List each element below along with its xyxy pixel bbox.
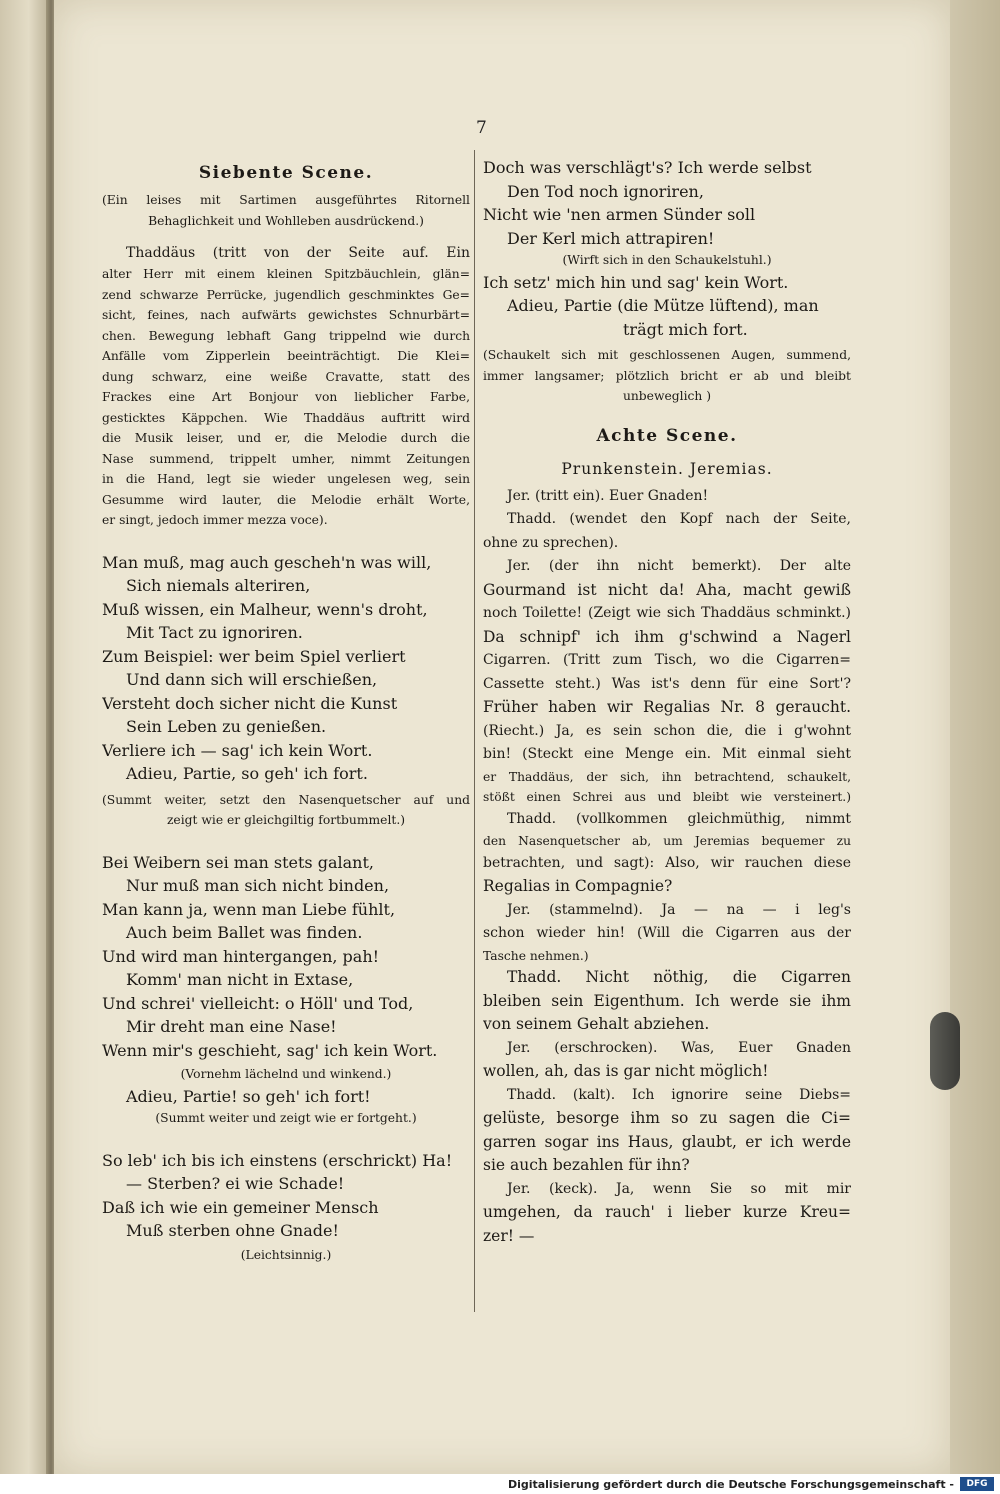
dialogue-line: Thadd. (wendet den Kopf nach der Seite, [507, 511, 851, 527]
verse-line: Der Kerl mich attrapiren! [507, 228, 715, 248]
page-edge-right [950, 0, 1000, 1474]
dialogue-line: wollen, ah, das is gar nicht möglich! [483, 1062, 769, 1080]
scene-persons: Prunkenstein. Jeremias. [561, 459, 773, 478]
verse-line: Den Tod noch ignoriren, [507, 181, 704, 201]
verse-line: trägt mich fort. [623, 319, 748, 339]
verse-line: Und wird man hintergangen, pah! [102, 946, 380, 966]
stage-direction-line: immer langsamer; plötzlich bricht er ab und bleibt [483, 368, 851, 383]
verse-line: Daß ich wie ein gemeiner Mensch [102, 1197, 379, 1217]
previous-page-edge [0, 0, 52, 1494]
dialogue-line: Jer. (stammelnd). Ja — na — i leg's [507, 901, 851, 918]
stage-direction-line: (Leichtsinnig.) [240, 1247, 332, 1262]
stage-direction-line: (Vornehm lächelnd und winkend.) [180, 1067, 392, 1081]
dialogue-line: noch Toilette! (Zeigt wie sich Thaddäus schminkt.) [483, 605, 851, 621]
dialogue-line: Cigarren. (Tritt zum Tisch, wo die Cigarren= [483, 652, 851, 668]
intro-line: in die Hand, legt sie wieder ungelesen weg, sein [102, 472, 470, 486]
dialogue-line: Thadd. (vollkommen gleichmüthig, nimmt [507, 810, 851, 827]
dialogue-line: den Nasenquetscher ab, um Jeremias bequemer zu [483, 834, 851, 848]
dialogue-line: sie auch bezahlen für ihn? [483, 1156, 690, 1174]
verse-line: Versteht doch sicher nicht die Kunst [102, 693, 398, 713]
intro-line: dung schwarz, eine weiße Cravatte, statt des [102, 369, 470, 384]
verse-line: Und dann sich will erschießen, [126, 670, 378, 689]
intro-line: er singt, jedoch immer mezza voce). [102, 513, 328, 527]
verse-line: Adieu, Partie (die Mütze lüftend), man [507, 296, 819, 315]
dialogue-line: garren sogar ins Haus, glaubt, er ich werde [483, 1132, 851, 1151]
verse-line: Man muß, mag auch gescheh'n was will, [102, 552, 432, 572]
right-column [483, 156, 851, 1248]
stage-direction-line: (Wirft sich in den Schaukelstuhl.) [562, 253, 772, 267]
intro-line: die Musik leiser, und er, die Melodie durch die [102, 431, 470, 445]
intro-line: sicht, feines, nach aufwärts gewichstes Schnurbärt= [102, 308, 470, 322]
intro-line: Frackes eine Art Bonjour von lieblicher Farbe, [102, 390, 470, 404]
dialogue-line: schon wieder hin! (Will die Cigarren aus der [483, 925, 851, 941]
verse-line: Komm' man nicht in Extase, [126, 970, 354, 989]
stage-direction-line: Behaglichkeit und Wohlleben ausdrückend.) [148, 213, 424, 228]
intro-line: Nase summend, trippelt umher, nimmt Zeitungen [102, 451, 470, 466]
verse-line: Sich niemals alteriren, [126, 576, 311, 595]
dialogue-line: Jer. (keck). Ja, wenn Sie so mit mir [507, 1180, 851, 1197]
stage-direction-line: (Ein leises mit Sartimen ausgeführtes Ritornell [102, 193, 470, 207]
verse-line: Wenn mir's geschieht, sag' ich kein Wort. [102, 1040, 438, 1060]
dialogue-line: Thadd. (kalt). Ich ignorire seine Diebs= [507, 1086, 851, 1103]
dialogue-line: Tasche nehmen.) [483, 948, 589, 963]
dialogue-line: von seinem Gehalt abziehen. [483, 1015, 710, 1033]
left-column [102, 156, 470, 1265]
dfg-logo[interactable]: DFG [960, 1477, 994, 1491]
dialogue-line: Da schnipf' ich ihm g'schwind a Nagerl [483, 627, 851, 646]
column-divider [474, 150, 475, 1312]
verse-line: Nicht wie 'nen armen Sünder soll [483, 205, 756, 224]
dialogue-line: betrachten, und sagt): Also, wir rauchen diese [483, 854, 851, 871]
verse-line: — Sterben? ei wie Schade! [126, 1174, 345, 1193]
stage-direction-line: (Schaukelt sich mit geschlossenen Augen, summend, [483, 348, 851, 362]
bookmark-tab [930, 1012, 960, 1090]
dialogue-line: umgehen, da rauch' i lieber kurze Kreu= [483, 1203, 851, 1221]
verse-line: Verliere ich — sag' ich kein Wort. [102, 740, 373, 760]
verse-line: Bei Weibern sei man stets galant, [102, 852, 374, 872]
dialogue-line: Jer. (der ihn nicht bemerkt). Der alte [507, 558, 851, 574]
dialogue-line: (Riecht.) Ja, es sein schon die, die i g'wohnt [483, 722, 851, 739]
verse-line: Nur muß man sich nicht binden, [126, 876, 390, 895]
stage-direction-line: zeigt wie er gleichgiltig fortbummelt.) [166, 813, 406, 827]
intro-line: alter Herr mit einem kleinen Spitzbäuchlein, glän= [102, 267, 470, 281]
verse-line: Mit Tact zu ignoriren. [126, 623, 303, 642]
dialogue-line: ohne zu sprechen). [483, 534, 619, 551]
verse-line: Muß wissen, ein Malheur, wenn's droht, [102, 599, 428, 619]
verse-line: Muß sterben ohne Gnade! [126, 1221, 339, 1240]
verse-line: So leb' ich bis ich einstens (erschrickt) Ha! [102, 1150, 453, 1170]
dialogue-line: Jer. (erschrocken). Was, Euer Gnaden [507, 1039, 851, 1056]
page-number: 7 [476, 118, 487, 138]
scene-heading: Siebente Scene. [198, 163, 374, 183]
verse-line: Adieu, Partie! so geh' ich fort! [126, 1086, 371, 1106]
verse-line: Adieu, Partie, so geh' ich fort. [126, 764, 368, 783]
verse-line: Sein Leben zu genießen. [126, 717, 327, 736]
stage-direction-line: unbeweglich ) [622, 389, 712, 403]
verse-line: Zum Beispiel: wer beim Spiel verliert [102, 646, 406, 666]
verse-line: Und schrei' vielleicht: o Höll' und Tod, [102, 993, 414, 1013]
verse-line: Doch was verschlägt's? Ich werde selbst [483, 158, 812, 177]
intro-line: Anfälle vom Zipperlein beeinträchtigt. Die Klei= [102, 349, 470, 363]
dialogue-line: bin! (Steckt eine Menge ein. Mit einmal sieht [483, 746, 851, 762]
verse-line: Auch beim Ballet was finden. [126, 923, 363, 942]
intro-line: gesticktes Käppchen. Wie Thaddäus auftritt wird [102, 410, 470, 425]
dialogue-line: er Thaddäus, der sich, ihn betrachtend, schaukelt, [483, 769, 851, 784]
stage-direction-line: (Summt weiter, setzt den Nasenquetscher auf und [102, 792, 470, 807]
verse-line: Ich setz' mich hin und sag' kein Wort. [483, 272, 789, 292]
dialogue-line: Thadd. Nicht nöthig, die Cigarren [507, 968, 851, 986]
intro-line: chen. Bewegung lebhaft Gang trippelnd wie durch [102, 328, 470, 343]
intro-line: zend schwarze Perrücke, jugendlich geschminktes Ge= [102, 287, 470, 302]
dialogue-line: Gourmand ist nicht da! Aha, macht gewiß [483, 580, 851, 599]
dialogue-line: Regalias in Compagnie? [483, 877, 673, 895]
verse-line: Mir dreht man eine Nase! [126, 1017, 337, 1036]
dialogue-line: zer! — [483, 1226, 535, 1245]
footer-credit: Digitalisierung gefördert durch die Deutsche Forschungsgemeinschaft - [507, 1478, 954, 1491]
scene-heading: Achte Scene. [596, 425, 738, 446]
dialogue-line: stößt einen Schrei aus und bleibt wie versteinert.) [483, 790, 851, 804]
dialogue-line: bleiben sein Eigenthum. Ich werde sie ihm [483, 991, 851, 1010]
intro-line: Thaddäus (tritt von der Seite auf. Ein [126, 245, 470, 261]
stage-direction-line: (Summt weiter und zeigt wie er fortgeht.) [155, 1111, 417, 1125]
dialogue-line: Cassette steht.) Was ist's denn für eine Sort'? [483, 675, 851, 692]
dialogue-line: Früher haben wir Regalias Nr. 8 geraucht. [483, 698, 851, 716]
intro-line: Gesumme wird lauter, die Melodie erhält Worte, [102, 492, 470, 507]
dialogue-line: Jer. (tritt ein). Euer Gnaden! [507, 487, 709, 504]
verse-line: Man kann ja, wenn man Liebe fühlt, [102, 899, 396, 919]
dialogue-line: gelüste, besorge ihm so zu sagen die Ci= [483, 1109, 851, 1127]
